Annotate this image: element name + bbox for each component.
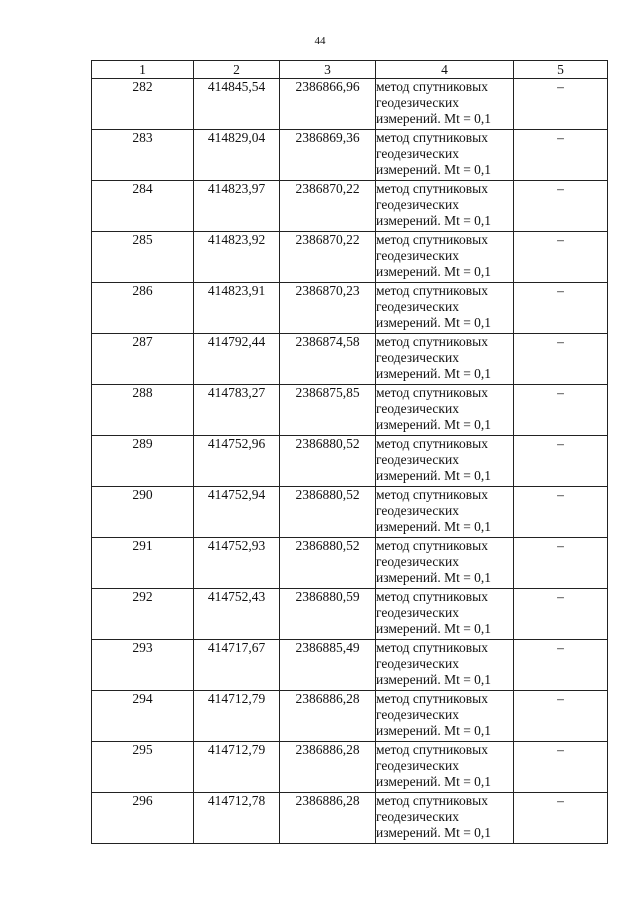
note-cell: – <box>514 589 608 640</box>
method-line: геодезических <box>376 503 459 518</box>
note-cell: – <box>514 130 608 181</box>
method-cell <box>376 436 514 487</box>
method-line: метод спутниковых <box>376 436 488 451</box>
note-cell: – <box>514 538 608 589</box>
method-line: метод спутниковых <box>376 385 488 400</box>
method-line: геодезических <box>376 554 459 569</box>
method-line: геодезических <box>376 656 459 671</box>
method-line: геодезических <box>376 350 459 365</box>
table-row <box>92 487 608 538</box>
table-row <box>92 79 608 130</box>
y-coordinate-cell: 2386880,59 <box>280 589 376 640</box>
method-cell <box>376 232 514 283</box>
method-cell <box>376 538 514 589</box>
x-coordinate-cell: 414792,44 <box>194 334 280 385</box>
point-number-cell: 289 <box>92 436 194 487</box>
y-coordinate-cell: 2386869,36 <box>280 130 376 181</box>
method-line: измерений. Mt = 0,1 <box>376 315 492 330</box>
method-line: измерений. Mt = 0,1 <box>376 621 492 636</box>
method-line: измерений. Mt = 0,1 <box>376 111 492 126</box>
y-coordinate-cell: 2386870,23 <box>280 283 376 334</box>
table-row <box>92 130 608 181</box>
table-row <box>92 742 608 793</box>
note-cell: – <box>514 334 608 385</box>
table-row <box>92 691 608 742</box>
point-number-cell: 285 <box>92 232 194 283</box>
method-line: измерений. Mt = 0,1 <box>376 417 492 432</box>
note-cell: – <box>514 691 608 742</box>
method-cell <box>376 793 514 844</box>
method-line: геодезических <box>376 605 459 620</box>
method-line: метод спутниковых <box>376 79 488 94</box>
table-row <box>92 232 608 283</box>
method-cell <box>376 181 514 232</box>
table-row <box>92 538 608 589</box>
method-line: измерений. Mt = 0,1 <box>376 570 492 585</box>
method-cell <box>376 589 514 640</box>
y-coordinate-cell: 2386886,28 <box>280 742 376 793</box>
method-cell <box>376 334 514 385</box>
point-number-cell: 293 <box>92 640 194 691</box>
x-coordinate-cell: 414823,97 <box>194 181 280 232</box>
note-cell: – <box>514 793 608 844</box>
method-line: метод спутниковых <box>376 181 488 196</box>
note-cell: – <box>514 283 608 334</box>
table-row <box>92 334 608 385</box>
point-number-cell: 290 <box>92 487 194 538</box>
method-cell <box>376 742 514 793</box>
point-number-cell: 286 <box>92 283 194 334</box>
y-coordinate-cell: 2386875,85 <box>280 385 376 436</box>
table-row <box>92 181 608 232</box>
method-line: геодезических <box>376 758 459 773</box>
table-header <box>92 61 608 79</box>
point-number-cell: 294 <box>92 691 194 742</box>
point-number-cell: 295 <box>92 742 194 793</box>
method-line: геодезических <box>376 809 459 824</box>
note-cell: – <box>514 385 608 436</box>
point-number-cell: 282 <box>92 79 194 130</box>
y-coordinate-cell: 2386880,52 <box>280 538 376 589</box>
method-line: измерений. Mt = 0,1 <box>376 723 492 738</box>
note-cell: – <box>514 232 608 283</box>
note-cell: – <box>514 79 608 130</box>
note-cell: – <box>514 181 608 232</box>
method-cell <box>376 640 514 691</box>
point-number-cell: 292 <box>92 589 194 640</box>
method-cell <box>376 283 514 334</box>
header-col-2: 2 <box>194 61 280 79</box>
method-line: метод спутниковых <box>376 130 488 145</box>
x-coordinate-cell: 414712,79 <box>194 691 280 742</box>
method-line: геодезических <box>376 95 459 110</box>
method-line: геодезических <box>376 248 459 263</box>
x-coordinate-cell: 414712,78 <box>194 793 280 844</box>
header-col-4: 4 <box>376 61 514 79</box>
method-line: метод спутниковых <box>376 742 488 757</box>
x-coordinate-cell: 414823,92 <box>194 232 280 283</box>
y-coordinate-cell: 2386880,52 <box>280 436 376 487</box>
table-row <box>92 793 608 844</box>
method-line: измерений. Mt = 0,1 <box>376 366 492 381</box>
table-row <box>92 640 608 691</box>
point-number-cell: 296 <box>92 793 194 844</box>
table-row <box>92 589 608 640</box>
method-line: метод спутниковых <box>376 589 488 604</box>
method-line: измерений. Mt = 0,1 <box>376 468 492 483</box>
x-coordinate-cell: 414712,79 <box>194 742 280 793</box>
page-number: 44 <box>314 35 326 47</box>
method-line: метод спутниковых <box>376 283 488 298</box>
method-line: измерений. Mt = 0,1 <box>376 519 492 534</box>
method-line: измерений. Mt = 0,1 <box>376 825 492 840</box>
y-coordinate-cell: 2386880,52 <box>280 487 376 538</box>
y-coordinate-cell: 2386870,22 <box>280 181 376 232</box>
method-cell <box>376 487 514 538</box>
note-cell: – <box>514 640 608 691</box>
x-coordinate-cell: 414752,94 <box>194 487 280 538</box>
method-line: геодезических <box>376 401 459 416</box>
point-number-cell: 283 <box>92 130 194 181</box>
method-line: измерений. Mt = 0,1 <box>376 774 492 789</box>
method-line: геодезических <box>376 452 459 467</box>
method-line: метод спутниковых <box>376 538 488 553</box>
x-coordinate-cell: 414752,93 <box>194 538 280 589</box>
header-col-3: 3 <box>280 61 376 79</box>
method-line: геодезических <box>376 299 459 314</box>
y-coordinate-cell: 2386874,58 <box>280 334 376 385</box>
y-coordinate-cell: 2386866,96 <box>280 79 376 130</box>
note-cell: – <box>514 436 608 487</box>
method-line: измерений. Mt = 0,1 <box>376 213 492 228</box>
x-coordinate-cell: 414845,54 <box>194 79 280 130</box>
method-line: метод спутниковых <box>376 232 488 247</box>
method-line: метод спутниковых <box>376 793 488 808</box>
method-line: измерений. Mt = 0,1 <box>376 162 492 177</box>
table-row <box>92 283 608 334</box>
method-cell <box>376 79 514 130</box>
header-row <box>92 61 608 79</box>
y-coordinate-cell: 2386885,49 <box>280 640 376 691</box>
x-coordinate-cell: 414717,67 <box>194 640 280 691</box>
method-cell <box>376 691 514 742</box>
table-row <box>92 436 608 487</box>
method-line: метод спутниковых <box>376 334 488 349</box>
method-line: метод спутниковых <box>376 487 488 502</box>
method-line: измерений. Mt = 0,1 <box>376 264 492 279</box>
y-coordinate-cell: 2386886,28 <box>280 691 376 742</box>
coordinates-table <box>91 60 608 844</box>
x-coordinate-cell: 414783,27 <box>194 385 280 436</box>
note-cell: – <box>514 487 608 538</box>
method-cell <box>376 130 514 181</box>
y-coordinate-cell: 2386886,28 <box>280 793 376 844</box>
table-row <box>92 385 608 436</box>
method-line: метод спутниковых <box>376 640 488 655</box>
x-coordinate-cell: 414752,96 <box>194 436 280 487</box>
note-cell: – <box>514 742 608 793</box>
y-coordinate-cell: 2386870,22 <box>280 232 376 283</box>
method-line: геодезических <box>376 146 459 161</box>
header-col-1: 1 <box>92 61 194 79</box>
x-coordinate-cell: 414823,91 <box>194 283 280 334</box>
header-col-5: 5 <box>514 61 608 79</box>
point-number-cell: 288 <box>92 385 194 436</box>
table-body <box>92 79 608 844</box>
method-line: геодезических <box>376 707 459 722</box>
point-number-cell: 287 <box>92 334 194 385</box>
point-number-cell: 291 <box>92 538 194 589</box>
method-cell <box>376 385 514 436</box>
method-line: измерений. Mt = 0,1 <box>376 672 492 687</box>
x-coordinate-cell: 414829,04 <box>194 130 280 181</box>
x-coordinate-cell: 414752,43 <box>194 589 280 640</box>
method-line: метод спутниковых <box>376 691 488 706</box>
method-line: геодезических <box>376 197 459 212</box>
point-number-cell: 284 <box>92 181 194 232</box>
